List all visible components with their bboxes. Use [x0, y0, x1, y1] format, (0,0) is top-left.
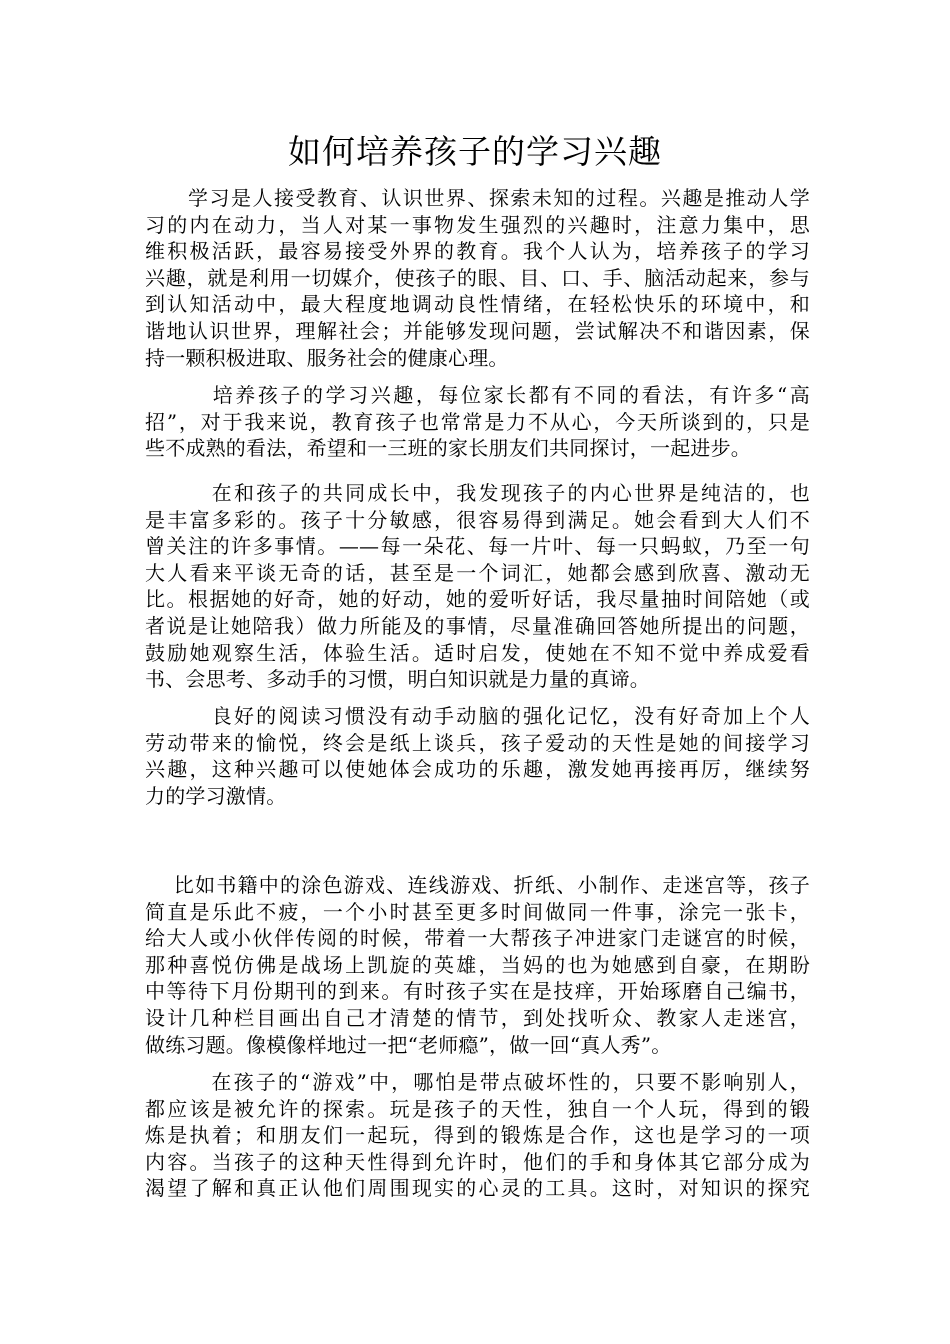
paragraph-line: 中等待下月份期刊的到来。有时孩子实在是技痒，开始琢磨自己编书， [145, 979, 810, 1004]
paragraph-line: 内容。当孩子的这种天性得到允许时，他们的手和身体其它部分成为 [145, 1149, 810, 1174]
paragraph-line: 者说是让她陪我）做力所能及的事情，尽量准确回答她所提出的问题， [145, 613, 810, 638]
paragraph-1 [145, 185, 810, 371]
paragraph-line: 谐地认识世界，理解社会；并能够发现问题，尝试解决不和谐因素，保 [145, 318, 810, 343]
paragraph-line: 力的学习激情。 [145, 783, 287, 808]
paragraph-line: 兴趣，就是利用一切媒介，使孩子的眼、目、口、手、脑活动起来，参与 [145, 265, 810, 290]
paragraph-line: 简直是乐此不疲，一个小时甚至更多时间做同一件事，涂完一张卡， [145, 899, 810, 924]
paragraph-line: 给大人或小伙伴传阅的时候，带着一大帮孩子冲进家门走谜宫的时候， [145, 926, 810, 951]
paragraph-line: 渴望了解和真正认他们周围现实的心灵的工具。这时，对知识的探究 [145, 1176, 810, 1201]
paragraph-line: 招”，对于我来说，教育孩子也常常是力不从心，今天所谈到的，只是 [145, 409, 810, 434]
paragraph-line: 设计几种栏目画出自己才清楚的情节，到处找听众、教家人走迷宫， [145, 1005, 810, 1030]
paragraph-line: 比如书籍中的涂色游戏、连线游戏、折纸、小制作、走迷宫等，孩子 [145, 873, 810, 897]
document-title: 如何培养孩子的学习兴趣 [288, 132, 662, 171]
paragraph-5 [145, 872, 810, 1058]
paragraph-line: 培养孩子的学习兴趣，每位家长都有不同的看法，有许多“高 [145, 383, 810, 407]
paragraph-line: 在和孩子的共同成长中，我发现孩子的内心世界是纯洁的，也 [145, 481, 810, 505]
paragraph-2 [145, 382, 810, 462]
paragraph-line: 兴趣，这种兴趣可以使她体会成功的乐趣，激发她再接再厉，继续努 [145, 757, 810, 782]
paragraph-line: 些不成熟的看法，希望和一三班的家长朋友们共同探讨，一起进步。 [145, 436, 751, 461]
paragraph-line: 良好的阅读习惯没有动手动脑的强化记忆，没有好奇加上个人 [145, 704, 810, 728]
paragraph-line: 持一颗积极进取、服务社会的健康心理。 [145, 345, 509, 370]
paragraph-line: 习的内在动力，当人对某一事物发生强烈的兴趣时，注意力集中，思 [145, 212, 810, 237]
paragraph-line: 做练习题。像模像样地过一把“老师瘾”，做一回“真人秀”。 [145, 1032, 672, 1057]
paragraph-line: 比。根据她的好奇，她的好动，她的爱听好话，我尽量抽时间陪她（或 [145, 587, 810, 612]
paragraph-line: 在孩子的“游戏”中，哪怕是带点破坏性的，只要不影响别人， [145, 1070, 810, 1094]
paragraph-line: 是丰富多彩的。孩子十分敏感，很容易得到满足。她会看到大人们不 [145, 507, 810, 532]
paragraph-line: 那种喜悦仿佛是战场上凯旋的英雄，当妈的也为她感到自豪，在期盼 [145, 952, 810, 977]
paragraph-line: 大人看来平谈无奇的话，甚至是一个词汇，她都会感到欣喜、激动无 [145, 560, 810, 585]
paragraph-4 [145, 703, 810, 809]
paragraph-line: 维积极活跃，最容易接受外界的教育。我个人认为，培养孩子的学习 [145, 239, 810, 264]
paragraph-3 [145, 480, 810, 693]
paragraph-line: 鼓励她观察生活，体验生活。适时启发，使她在不知不觉中养成爱看 [145, 640, 810, 665]
paragraph-line: 炼是执着；和朋友们一起玩，得到的锻炼是合作，这也是学习的一项 [145, 1123, 810, 1148]
paragraph-line: 都应该是被允许的探索。玩是孩子的天性，独自一个人玩，得到的锻 [145, 1096, 810, 1121]
paragraph-line: 劳动带来的愉悦，终会是纸上谈兵，孩子爱动的天性是她的间接学习 [145, 730, 810, 755]
paragraph-line: 学习是人接受教育、认识世界、探索未知的过程。兴趣是推动人学 [145, 186, 810, 210]
paragraph-line: 书、会思考、多动手的习惯，明白知识就是力量的真谛。 [145, 667, 650, 692]
paragraph-line: 曾关注的许多事情。——每一朵花、每一片叶、每一只蚂蚁，乃至一句 [145, 534, 810, 559]
paragraph-6 [145, 1069, 810, 1202]
paragraph-line: 到认知活动中，最大程度地调动良性情绪，在轻松快乐的环境中，和 [145, 292, 810, 317]
